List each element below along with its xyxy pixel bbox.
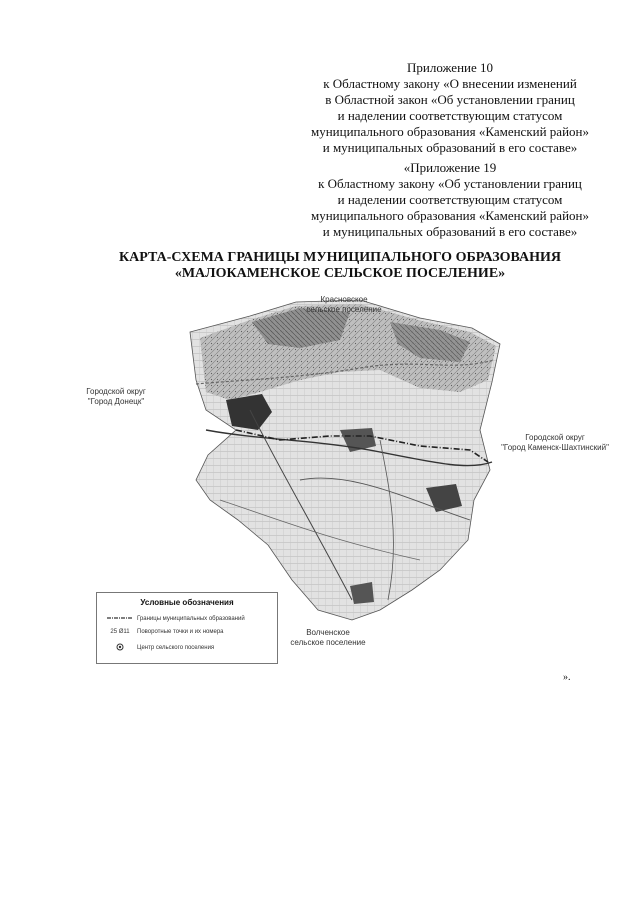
appendix-10-line: и наделении соответствующим статусом (337, 108, 563, 123)
boundary-line-icon (103, 615, 137, 623)
appendix-10-line: и муниципальных образований в его составе» (322, 140, 578, 155)
appendix-19-line: «Приложение 19 (403, 160, 497, 175)
appendix-10-line: к Областному закону «О внесении изменений (323, 76, 577, 91)
legend-item-label: Центр сельского поселения (137, 645, 215, 651)
legend-item-points (103, 629, 224, 635)
settlement-center-icon (103, 643, 137, 653)
map-label-east: Городской округ "Город Каменск-Шахтинский" (501, 433, 609, 452)
legend-title: Условные обозначения (140, 598, 234, 607)
legend-item-label: Поворотные точки и их номера (137, 629, 224, 635)
appendix-10-line: в Областной закон «Об установлении границ (325, 92, 575, 107)
appendix-19-line: к Областному закону «Об установлении границ (318, 176, 582, 191)
document-title-line-2: «МАЛОКАМЕНСКОЕ СЕЛЬСКОЕ ПОСЕЛЕНИЕ» (174, 266, 506, 281)
map-label-north: Красновское сельское поселение (306, 295, 382, 314)
legend-item-center (103, 643, 214, 653)
appendix-19-line: и наделении соответствующим статусом (337, 192, 563, 207)
legend-item-label: Границы муниципальных образований (137, 616, 245, 622)
map-label-south: Волченское сельское поселение (290, 628, 366, 647)
appendix-19-line: и муниципальных образований в его составе» (322, 224, 578, 239)
appendix-10-line: Приложение 10 (406, 60, 494, 75)
closing-quote: ». (563, 672, 571, 683)
turning-point-icon: 25 Ø11 (110, 629, 130, 635)
map-legend (96, 592, 278, 664)
map-label-west: Городской округ "Город Донецк" (86, 387, 146, 406)
legend-item-boundary (103, 615, 245, 623)
document-title-line-1: КАРТА-СХЕМА ГРАНИЦЫ МУНИЦИПАЛЬНОГО ОБРАЗОВАНИЯ (119, 250, 561, 265)
appendix-19-line: муниципального образования «Каменский район» (310, 208, 589, 223)
appendix-10-line: муниципального образования «Каменский район» (310, 124, 589, 139)
